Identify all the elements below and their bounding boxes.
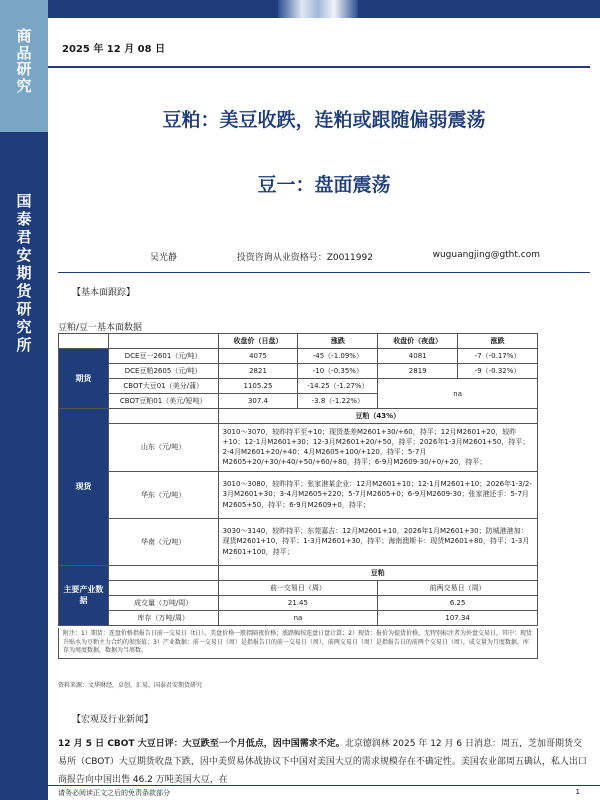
sidebar-char: 君 xyxy=(16,228,32,246)
cell-value: -9（-0.32%） xyxy=(458,364,538,379)
row-label: DCE豆粕2605（元/吨） xyxy=(108,364,218,379)
sidebar-char: 货 xyxy=(16,282,32,300)
table-cell xyxy=(108,565,218,580)
cell-value: 2821 xyxy=(218,364,298,379)
row-label: CBOT大豆01（美分/蒲） xyxy=(108,379,218,394)
cell-value: na xyxy=(218,610,378,625)
spot-quote: 3030～3140，较昨持平；东莞嘉吉：12月M2601+10，2026年1月M2601+30；防城港港加：现货M2601+10，持平；1-3月M2601+30，持平；海南澳斯卡：现货M2601+80，持平；1-3月M2601+100，持平； xyxy=(218,518,537,565)
table-row xyxy=(59,610,538,625)
row-label: 成交量（万吨/周） xyxy=(108,595,218,610)
sidebar xyxy=(0,0,48,800)
table-row xyxy=(59,349,538,364)
sidebar-top-label xyxy=(0,28,48,94)
cell-value: 4081 xyxy=(378,349,458,364)
page-number: 1 xyxy=(575,788,580,796)
report-date: 2025 年 12 月 08 日 xyxy=(62,44,166,55)
sidebar-char: 研 xyxy=(16,60,32,78)
row-label: 山东（元/吨） xyxy=(108,424,218,472)
row-label: 库存（万吨/周） xyxy=(108,610,218,625)
data-source: 资料来源：文华财经，卓创，汇易，国泰君安期货研究 xyxy=(58,682,203,689)
sidebar-char: 究 xyxy=(16,76,32,95)
sidebar-char: 国 xyxy=(16,192,32,210)
header-change: 涨跌 xyxy=(298,334,378,349)
cell-value: -14.25（-1.27%） xyxy=(298,379,378,394)
cell-value: -45（-1.09%） xyxy=(298,349,378,364)
category-futures: 期货 xyxy=(59,349,109,409)
cell-value: 307.4 xyxy=(218,394,298,409)
category-industry: 主要产业数据 xyxy=(59,565,109,625)
industry-col: 前一交易日（周） xyxy=(218,580,378,595)
section-basic-heading: 【基本面跟踪】 xyxy=(72,288,136,298)
section-news-heading: 【宏观及行业新闻】 xyxy=(72,715,154,725)
industry-col: 前两交易日（周） xyxy=(378,580,538,595)
sidebar-char: 期 xyxy=(16,264,32,282)
table-header-row xyxy=(59,334,538,349)
sidebar-char: 泰 xyxy=(16,210,32,228)
author-license: 投资咨询从业资格号：Z0011992 xyxy=(236,253,373,263)
table-row xyxy=(59,364,538,379)
spot-quote: 3010～3080，较昨持平；张家港某企业：12月M2601+10；12-1月M2601+10；2026年1-3/2-3月M2601+30；3-4月M2605+220；5-7月M2605+0；6-9月M2609-30；张家港还手：5-7月M2605+50，持平；6-9月M2609+0，持平； xyxy=(218,471,537,518)
page-footer xyxy=(48,785,600,800)
table-cell xyxy=(108,409,218,424)
cell-value: 2819 xyxy=(378,364,458,379)
top-banner xyxy=(48,0,600,18)
row-label: DCE豆一2601（元/吨） xyxy=(108,349,218,364)
header-close-day: 收盘价（日盘） xyxy=(218,334,298,349)
spot-quote: 3010～3070，较昨持平至+10；现货基差M2601+30/+60，持平；12月M2601+20，较昨+10；12-1月M2601+30；12-3月M2601+20/+50，持平；2026年1-3月M2601+50，持平；2-4月M2601+20/+40；4月M2605+100/+120，持平；5-7月M2605+20/+30/+40/+50/+60/+80，持平；6-9月M2609-30/+0/+20，持平； xyxy=(218,424,537,472)
cell-value: 107.34 xyxy=(378,610,538,625)
disclaimer-note: 请务必阅读正文之后的免责条款部分 xyxy=(58,789,170,797)
cell-value: -10（-0.35%） xyxy=(298,364,378,379)
table-row xyxy=(59,424,538,472)
sidebar-char: 商 xyxy=(16,27,32,45)
row-label: CBOT豆粕01（美元/短吨） xyxy=(108,394,218,409)
cell-value: 21.45 xyxy=(218,595,378,610)
cell-value: -7（-0.17%） xyxy=(458,349,538,364)
table-cell xyxy=(108,334,218,349)
category-spot: 现货 xyxy=(59,409,109,566)
cell-value: 6.25 xyxy=(378,595,538,610)
date-header xyxy=(48,30,590,68)
industry-col-row xyxy=(59,580,538,595)
news-body: 北京德润林 2025 年 12 月 6 日消息：周五，芝加哥期货交易所（CBOT）大豆期货收盘下跌，因中美贸易休战协议下中国对美国大豆的需求规模存在不确定性。美国农业部周五确认，私人出口商报告向中国出售 46.2 万吨美国大豆，在 xyxy=(58,739,587,785)
news-paragraph xyxy=(58,735,588,789)
table-cell xyxy=(59,334,109,349)
crystal-logo-graphic xyxy=(278,0,358,18)
spot-header: 豆粕（43%） xyxy=(218,409,537,424)
table-row xyxy=(59,595,538,610)
news-lead: 12 月 5 日 CBOT 大豆日评：大豆跌至一个月低点，因中国需求不定。 xyxy=(58,739,345,749)
industry-header-row xyxy=(59,565,538,580)
cell-value: -3.8（-1.22%） xyxy=(298,394,378,409)
cell-value: na xyxy=(378,379,538,409)
sidebar-char: 安 xyxy=(16,246,32,264)
table-row xyxy=(59,518,538,565)
header-close-night: 收盘价（夜盘） xyxy=(378,334,458,349)
table-caption: 豆粕/豆一基本面数据 xyxy=(58,323,143,333)
sidebar-char: 究 xyxy=(16,318,32,336)
table-row xyxy=(59,471,538,518)
row-label: 华南（元/吨） xyxy=(108,518,218,565)
author-email[interactable]: wuguangjing@gtht.com xyxy=(432,250,540,260)
table-cell xyxy=(108,580,218,595)
table-row xyxy=(59,379,538,394)
author-line xyxy=(150,250,540,263)
row-label: 华东（元/吨） xyxy=(108,471,218,518)
cell-value: 4075 xyxy=(218,349,298,364)
table-notes: 附注：1）期货：连盘价格指报告日前一交易日（t日），美盘价格一般指隔夜价格；涨跌幅按连盘日盘计算；2）现货：报价为提货价格，无特别标注者为外盘交易日，其中：现货升贴水为豆粕主力合约的参照值；3）产业数据：前一交易日（周）是指报告日的前一交易日（周），前两交易日（周）是指报告日的前两个交易日（周），成交量为月度数据，库存为周度数据，数据为当周数。 xyxy=(58,628,538,659)
divider xyxy=(58,272,590,273)
author-name: 吴光静 xyxy=(150,253,178,263)
spot-header-row xyxy=(59,409,538,424)
sidebar-char: 研 xyxy=(16,300,32,318)
fundamentals-table xyxy=(58,333,538,626)
header-change: 涨跌 xyxy=(458,334,538,349)
sidebar-char: 所 xyxy=(16,336,32,354)
industry-header: 豆粕 xyxy=(218,565,537,580)
report-title: 豆粕：美豆收跌，连粕或跟随偏弱震荡 xyxy=(162,109,486,131)
sidebar-char: 品 xyxy=(16,43,32,62)
cell-value: 1105.25 xyxy=(218,379,298,394)
report-subtitle: 豆一：盘面震荡 xyxy=(257,174,391,196)
sidebar-org-label xyxy=(0,192,48,354)
